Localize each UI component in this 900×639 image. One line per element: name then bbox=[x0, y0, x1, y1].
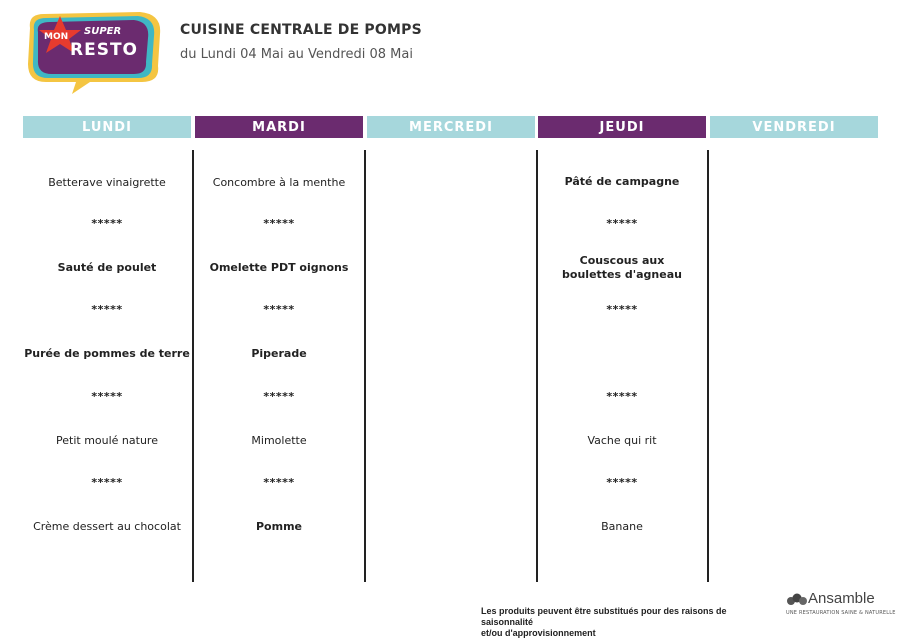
day-header-vendredi: VENDREDI bbox=[710, 116, 878, 138]
header bbox=[180, 22, 422, 62]
day-header-lundi: LUNDI bbox=[23, 116, 191, 138]
menu-dessert: Banane bbox=[601, 520, 643, 533]
menu-main: Sauté de poulet bbox=[57, 261, 157, 274]
menu-cheese: Petit moulé nature bbox=[56, 434, 158, 447]
menu-main-line2: boulettes d'agneau bbox=[562, 268, 682, 281]
course-separator: ***** bbox=[91, 476, 123, 489]
page-title: CUISINE CENTRALE DE POMPS bbox=[180, 22, 422, 38]
menu-side: Piperade bbox=[251, 347, 307, 360]
course-separator: ***** bbox=[606, 303, 638, 316]
day-header-mercredi: MERCREDI bbox=[367, 116, 535, 138]
course-separator: ***** bbox=[91, 303, 123, 316]
ansamble-logo bbox=[786, 590, 896, 630]
menu-column-jeudi bbox=[538, 150, 706, 582]
menu-main-line1: Couscous aux bbox=[579, 254, 665, 267]
date-range: du Lundi 04 Mai au Vendredi 08 Mai bbox=[180, 47, 413, 62]
course-separator: ***** bbox=[263, 476, 295, 489]
ansamble-emblem-icon bbox=[786, 592, 808, 608]
course-separator: ***** bbox=[91, 390, 123, 403]
menu-dessert: Crème dessert au chocolat bbox=[33, 520, 181, 533]
course-separator: ***** bbox=[91, 217, 123, 230]
column-divider bbox=[707, 150, 709, 582]
course-separator: ***** bbox=[606, 476, 638, 489]
menu-column-mercredi bbox=[367, 150, 535, 582]
menu-starter: Pâté de campagne bbox=[564, 175, 680, 188]
notice-line1: Les produits peuvent être substitués pour des raisons de saisonnalité bbox=[481, 606, 727, 627]
menu-starter: Betterave vinaigrette bbox=[48, 176, 166, 189]
notice-line2: et/ou d'approvisionnement bbox=[481, 628, 596, 638]
day-header-mardi: MARDI bbox=[195, 116, 363, 138]
menu-main: Omelette PDT oignons bbox=[209, 261, 349, 274]
logo-text-resto: RESTO bbox=[70, 40, 138, 60]
day-header-jeudi: JEUDI bbox=[538, 116, 706, 138]
menu-column-mardi bbox=[195, 150, 363, 582]
substitution-notice bbox=[481, 606, 781, 639]
menu-dessert: Pomme bbox=[255, 520, 302, 533]
menu-cheese: Mimolette bbox=[251, 434, 307, 447]
menu-column-vendredi bbox=[710, 150, 878, 582]
column-divider bbox=[192, 150, 194, 582]
brand-tagline: UNE RESTAURATION SAINE & NATURELLE bbox=[786, 610, 896, 616]
menu-starter: Concombre à la menthe bbox=[212, 176, 346, 189]
course-separator: ***** bbox=[606, 217, 638, 230]
course-separator: ***** bbox=[263, 303, 295, 316]
course-separator: ***** bbox=[606, 390, 638, 403]
brand-name: Ansamble bbox=[808, 590, 875, 607]
column-divider bbox=[364, 150, 366, 582]
logo-text-super: SUPER bbox=[84, 26, 122, 37]
menu-column-lundi bbox=[23, 150, 191, 582]
menu-cheese: Vache qui rit bbox=[587, 434, 657, 447]
course-separator: ***** bbox=[263, 390, 295, 403]
menu-side: Purée de pommes de terre bbox=[24, 347, 190, 360]
logo-text-mon: MON bbox=[44, 32, 69, 42]
mon-super-resto-logo bbox=[20, 8, 170, 96]
course-separator: ***** bbox=[263, 217, 295, 230]
